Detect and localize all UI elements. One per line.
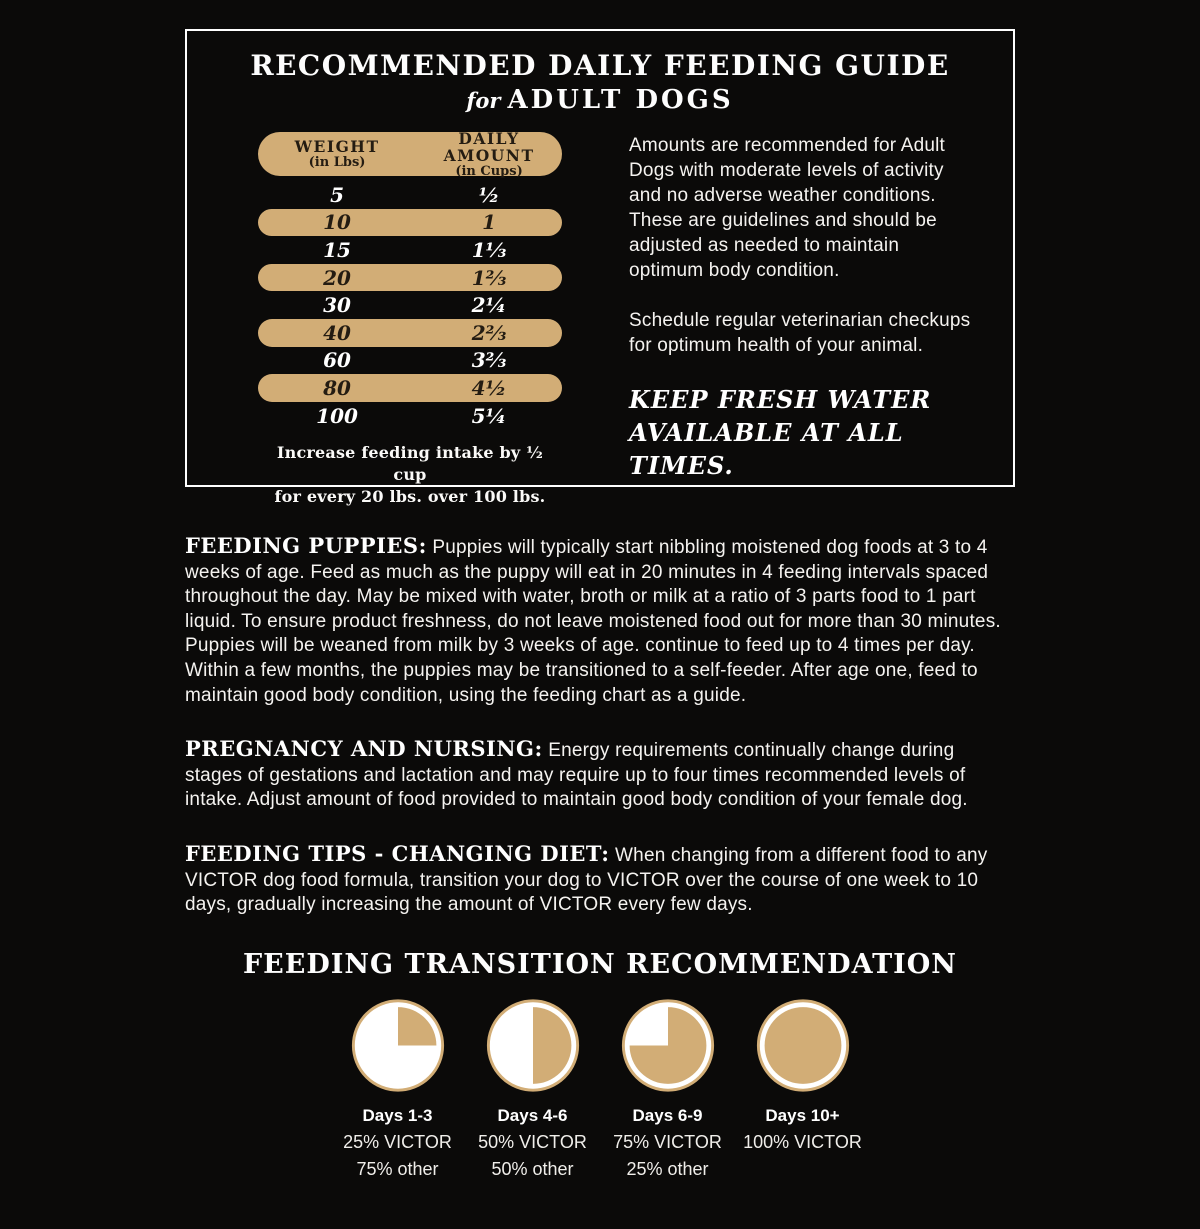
guide-subtitle-adult-dogs: ADULT DOGS: [507, 85, 734, 115]
table-row: 40 2⅔: [258, 319, 562, 347]
transition-step-days-1-3: [330, 996, 465, 1180]
table-row: 60 3⅔: [323, 348, 507, 373]
transition-pie-charts: [185, 996, 1015, 1180]
weight-column-header: WEIGHT (in Lbs): [294, 137, 380, 170]
daily-amount-column-header: DAILY AMOUNT (in Cups): [443, 128, 535, 179]
table-note-line2: for every 20 lbs. over 100 lbs.: [274, 487, 546, 507]
table-note: [258, 442, 562, 508]
table-row: 10 1: [258, 209, 562, 237]
table-header-row: [258, 128, 562, 179]
table-row: 30 2¼: [323, 293, 507, 318]
table-row: 80 4½: [258, 374, 562, 402]
section-heading: PREGNANCY AND NURSING:: [185, 736, 543, 762]
feeding-guide-label: [185, 29, 1015, 1180]
feeding-table-pills: [258, 128, 562, 429]
step-victor-percent: 75% VICTOR: [613, 1131, 722, 1152]
transition-step-days-4-6: [465, 996, 600, 1180]
table-row: 15 1⅓: [323, 237, 507, 262]
section-body: Energy requirements continually change during stages of gestations and lactation and may require up to four times recommended levels of intake. Adjust amount of food provided to maintain good body condition of your female dog.: [185, 740, 968, 811]
feeding-info-sections: [185, 534, 1015, 918]
feeding-table: [213, 128, 617, 508]
keep-fresh-water-notice: [629, 383, 973, 482]
pie-chart-50-percent-icon: [485, 996, 581, 1095]
step-victor-percent: 50% VICTOR: [478, 1131, 587, 1152]
water-line1: KEEP FRESH WATER: [629, 385, 932, 414]
step-days-label: Days 6-9: [632, 1105, 703, 1125]
table-note-line1: Increase feeding intake by ½ cup: [276, 443, 544, 485]
section-pregnancy-nursing: [185, 737, 1015, 813]
transition-heading: FEEDING TRANSITION RECOMMENDATION: [243, 948, 957, 980]
pie-chart-25-percent-icon: [350, 996, 446, 1095]
table-row: 20 1⅔: [258, 264, 562, 292]
pie-chart-100-percent-icon: [755, 996, 851, 1095]
step-other-percent: 50% other: [491, 1158, 574, 1179]
pie-chart-75-percent-icon: [620, 996, 716, 1095]
section-heading: FEEDING TIPS - CHANGING DIET:: [185, 840, 610, 866]
daily-feeding-guide-box: [185, 29, 1015, 507]
guide-subtitle-for: for: [466, 88, 501, 113]
guide-subtitle: [213, 85, 987, 119]
feeding-transition: [185, 949, 1015, 1180]
water-line2: AVAILABLE AT ALL TIMES.: [629, 418, 904, 480]
guide-title: RECOMMENDED DAILY FEEDING GUIDE: [250, 49, 950, 82]
section-feeding-tips: [185, 842, 1015, 918]
step-victor-percent: 100% VICTOR: [743, 1131, 862, 1152]
info-paragraph-veterinarian: Schedule regular veterinarian checkups for optimum health of your animal.: [629, 310, 971, 356]
transition-step-days-10-plus: [735, 996, 870, 1180]
transition-step-days-6-9: [600, 996, 735, 1180]
guide-box-columns: [213, 128, 987, 508]
section-body: Puppies will typically start nibbling moistened dog foods at 3 to 4 weeks of age. Feed as much as the puppy will eat in 20 minutes in 4 feeding intervals spaced throughout the day. May be mixed with water, broth or milk at a ratio of 3 parts food to 1 part liquid. To ensure product freshness, do not leave moistened food out for more than 30 minutes. Puppies will be weaned from milk by 3 weeks of age. continue to feed up to 4 times per day. Within a few months, the puppies may be transitioned to a self-feeder. After age one, feed to maintain good body condition, using the feeding chart as a guide.: [185, 537, 1001, 706]
table-rows: [258, 181, 562, 429]
step-other-percent: 75% other: [356, 1158, 439, 1179]
table-row: 5 ½: [330, 182, 500, 207]
step-victor-percent: 25% VICTOR: [343, 1131, 452, 1152]
info-paragraph-activity: Amounts are recommended for Adult Dogs with moderate levels of activity and no adverse weather conditions. These are guidelines and should be adjusted as needed to maintain optimum body condition.: [629, 135, 946, 281]
step-days-label: Days 10+: [765, 1105, 840, 1125]
step-days-label: Days 1-3: [362, 1105, 433, 1125]
section-heading: FEEDING PUPPIES:: [185, 533, 427, 558]
table-row: 100 5¼: [316, 403, 507, 428]
step-other-percent: 25% other: [626, 1158, 709, 1179]
step-days-label: Days 4-6: [497, 1105, 568, 1125]
section-feeding-puppies: [185, 534, 1015, 708]
section-body: When changing from a different food to any VICTOR dog food formula, transition your dog to VICTOR over the course of one week to 10 days, gradually increasing the amount of VICTOR every few days.: [185, 844, 988, 916]
guide-info-column: [617, 132, 987, 508]
